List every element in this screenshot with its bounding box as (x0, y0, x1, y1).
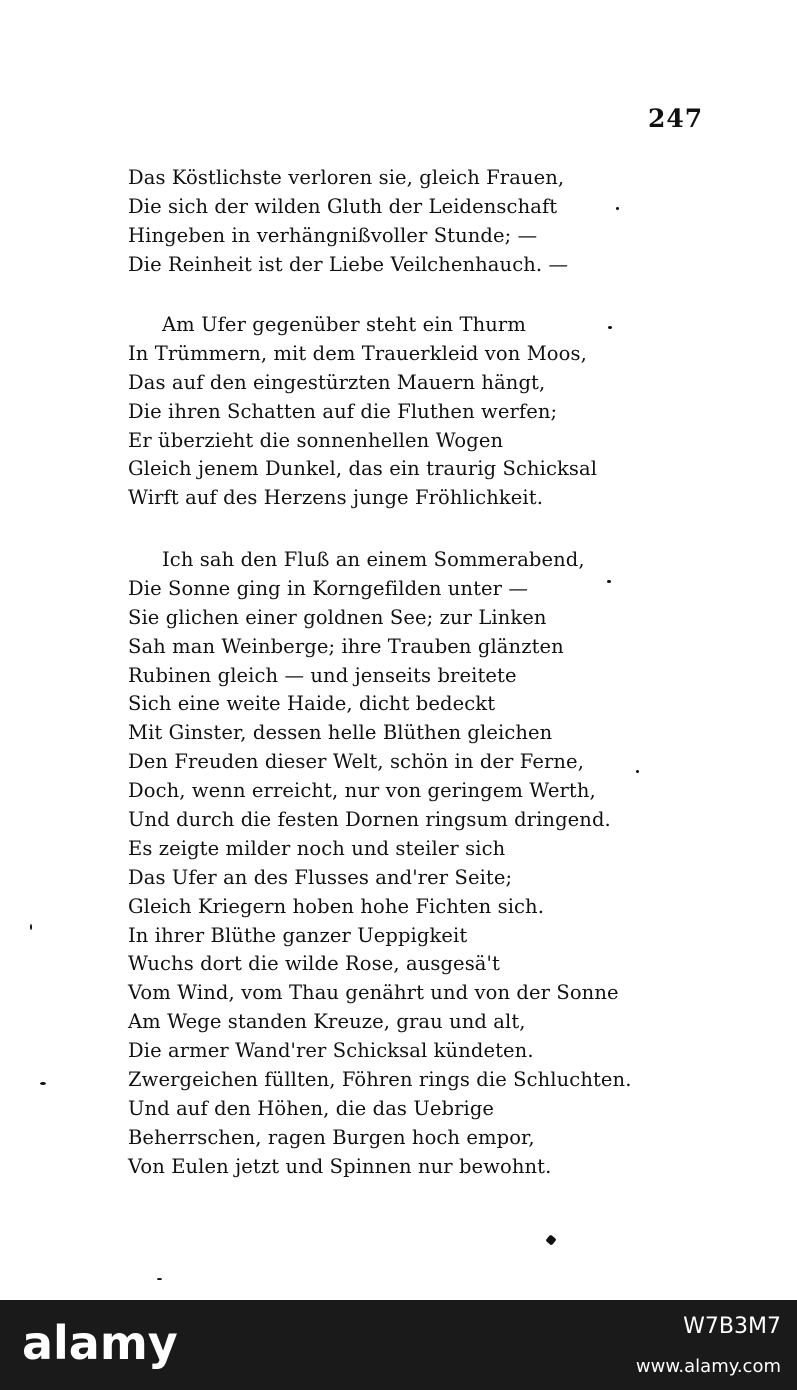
verse-line: Sie glichen einer goldnen See; zur Linken (128, 605, 547, 629)
verse-line: Er überzieht die sonnenhellen Wogen (128, 428, 504, 452)
verse-line: Zwergeichen füllten, Föhren rings die Schluchten. (128, 1068, 632, 1092)
page-number: 247 (648, 104, 704, 133)
verse-line: Wirft auf des Herzens junge Fröhlichkeit. (128, 486, 543, 510)
verse-line: Das Ufer an des Flusses and'rer Seite; (128, 865, 513, 889)
scan-speck (608, 326, 612, 329)
verse-line: Von Eulen jetzt und Spinnen nur bewohnt. (128, 1154, 552, 1178)
verse-line: Vom Wind, vom Thau genährt und von der Sonne (128, 981, 619, 1005)
verse-line: Die sich der wilden Gluth der Leidenschaft (128, 194, 558, 218)
verse-line: Und auf den Höhen, die das Uebrige (128, 1096, 495, 1120)
verse-line: Sich eine weite Haide, dicht bedeckt (128, 692, 496, 716)
stanza-2 (128, 311, 648, 513)
scan-speck (157, 1278, 162, 1280)
verse-line: Hingeben in verhängnißvoller Stunde; — (128, 223, 538, 247)
verse-line: Die Sonne ging in Korngefilden unter — (128, 576, 528, 600)
verse-line: Am Ufer gegenüber steht ein Thurm (162, 313, 526, 336)
verse-line: Gleich Kriegern hoben hohe Fichten sich. (128, 894, 545, 918)
verse-line: Doch, wenn erreicht, nur von geringem Werth, (128, 779, 596, 803)
verse-line: Mit Ginster, dessen helle Blüthen gleichen (128, 721, 553, 745)
verse-line: Ich sah den Fluß an einem Sommerabend, (162, 548, 585, 571)
verse-line: Gleich jenem Dunkel, das ein traurig Schicksal (128, 457, 598, 481)
stanza-3 (128, 546, 648, 1182)
scan-speck (616, 207, 619, 210)
verse-line: In Trümmern, mit dem Trauerkleid von Moos, (128, 341, 587, 365)
watermark-banner (0, 1300, 797, 1390)
verse-line: Das auf den eingestürzten Mauern hängt, (128, 370, 546, 394)
verse-line: Den Freuden dieser Welt, schön in der Ferne, (128, 750, 584, 774)
scan-speck (40, 1082, 46, 1085)
image-id-label: W7B3M7 (683, 1314, 781, 1339)
verse-line: In ihrer Blüthe ganzer Ueppigkeit (128, 923, 468, 947)
verse-line: Es zeigte milder noch und steiler sich (128, 836, 506, 860)
verse-line: Wuchs dort die wilde Rose, ausgesä't (128, 952, 500, 976)
verse-line: Und durch die festen Dornen ringsum dringend. (128, 808, 611, 832)
verse-line: Das Köstlichste verloren sie, gleich Frauen, (128, 166, 565, 189)
verse-line: Die Reinheit ist der Liebe Veilchenhauch. — (128, 252, 569, 276)
verse-line: Die ihren Schatten auf die Fluthen werfen; (128, 399, 558, 423)
scan-speck (636, 770, 639, 773)
site-url: www.alamy.com (635, 1356, 781, 1377)
scan-speck (545, 1234, 556, 1245)
verse-line: Beherrschen, ragen Burgen hoch empor, (128, 1125, 535, 1149)
scan-speck (30, 924, 32, 930)
verse-line: Am Wege standen Kreuze, grau und alt, (128, 1010, 526, 1034)
verse-line: Rubinen gleich — und jenseits breitete (128, 663, 517, 687)
verse-line: Die armer Wand'rer Schicksal kündeten. (128, 1039, 534, 1063)
verse-line: Sah man Weinberge; ihre Trauben glänzten (128, 634, 564, 658)
stanza-1 (128, 164, 648, 280)
brand-logo: alamy (22, 1316, 178, 1370)
scan-speck (607, 580, 611, 583)
